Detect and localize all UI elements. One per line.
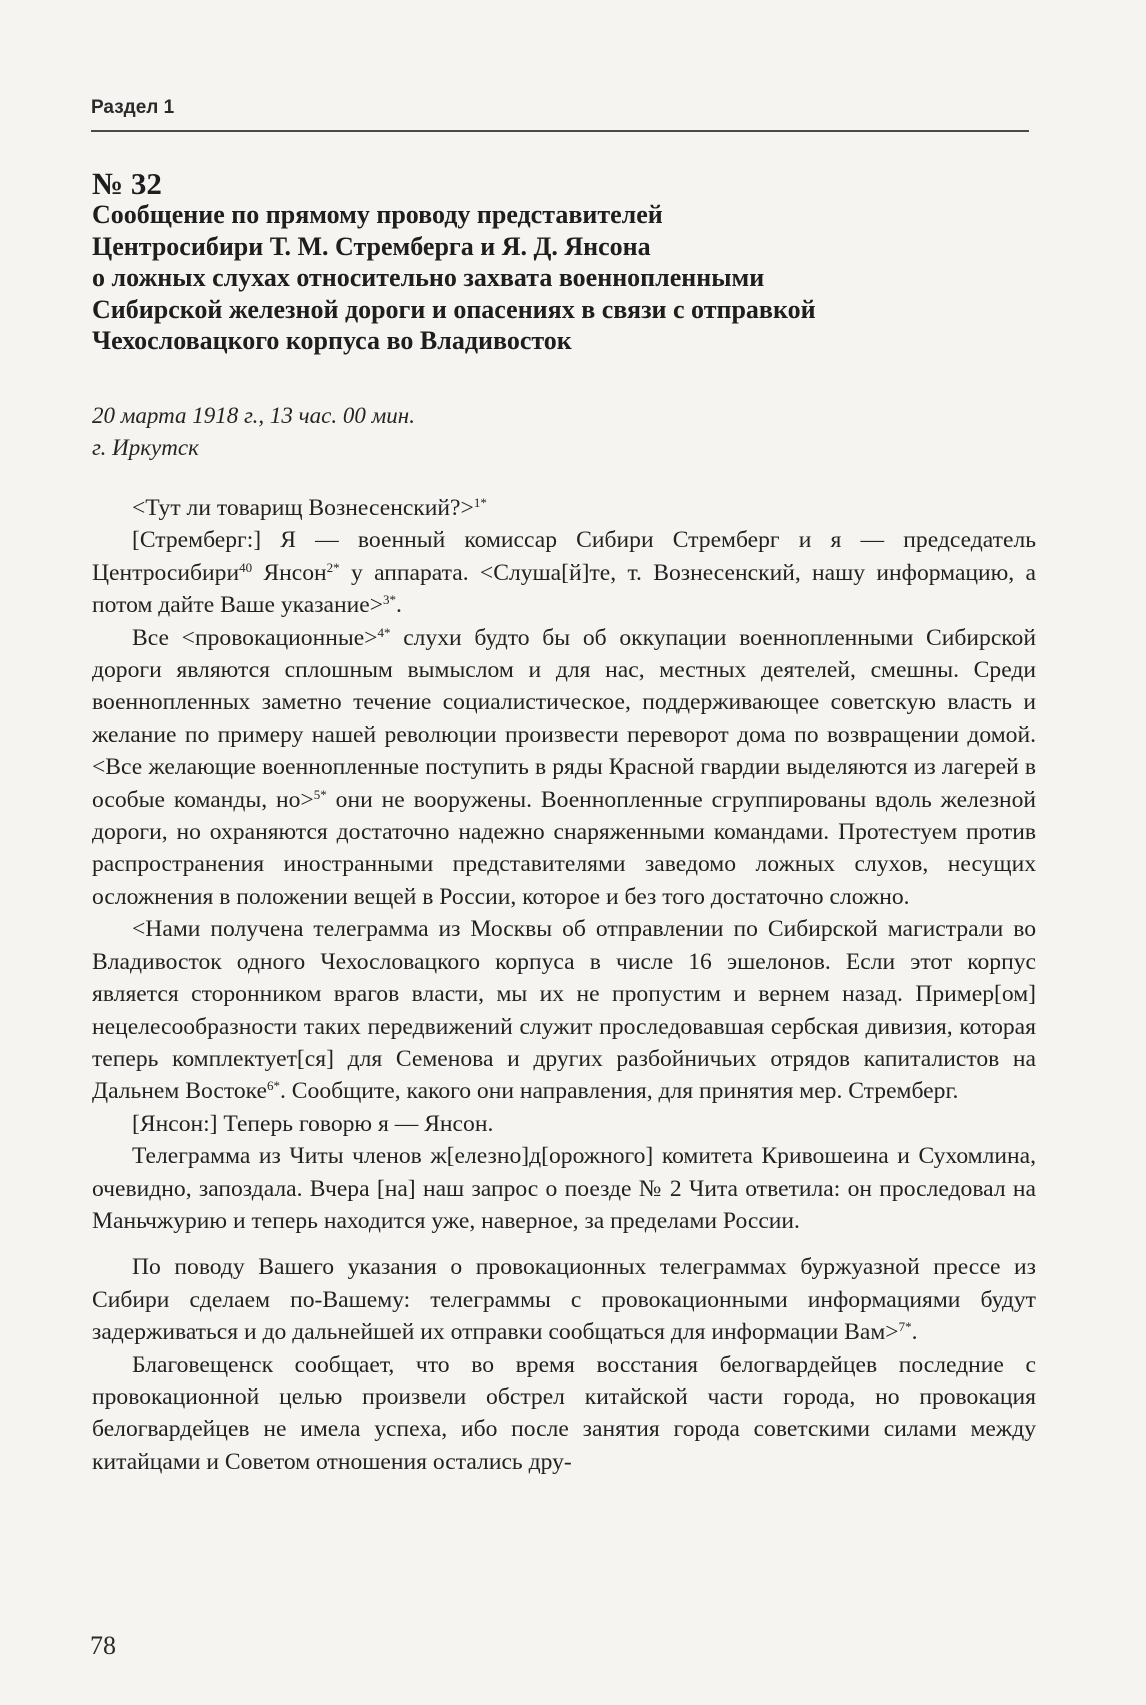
document-place: г. Иркутск bbox=[92, 435, 199, 460]
footnote-ref: 6* bbox=[266, 1078, 280, 1094]
title-line: Чехословацкого корпуса во Владивосток bbox=[92, 326, 572, 355]
document-number: № 32 bbox=[92, 166, 162, 201]
paragraph: Благовещенск сообщает, что во время восстания белогвардейцев последние с провокационной целью произвели обстрел китайской части города, но провокация белогвардейцев не имела успеха, ибо после занятия города советскими силами между китайцами и Советом отношения остались дру- bbox=[92, 1351, 1036, 1475]
footnote-ref: 1* bbox=[473, 495, 487, 510]
header-rule bbox=[91, 130, 1029, 132]
paragraph: [Стремберг:] Я — военный комиссар Сибири Стремберг и я — председатель Центросибири$^{40}$ Янсон$^{2*}$ у аппарата. <Слуша[й]те, т. Вознесенский, нашу информацию, а потом дайте Ваше указание>$^{3*}$. bbox=[92, 527, 1036, 619]
paragraph: Все <провокационные>$^{4*}$ слухи будто бы об оккупации военнопленными Сибирской дороги являются сплошным вымыслом и для нас, местных деятелей, смешны. Среди военнопленных заметно течение социалистическое, поддерживающее советскую власть и желание по примеру нашей революции произвести переворот дома по возвращении домой. <Все желающие военнопленные поступить в ряды Красной гвардии выделяются из лагерей в особые команды, но>$^{5*}$ они не вооружены. Военнопленные сгруппированы вдоль железной дороги, но охраняются достаточно надежно снаряженными командами. Протестуем против распространения иностранными представителями заведомо ложных слухов, несущих осложнения в положении вещей в России, которое и без того достаточно сложно. bbox=[92, 624, 1036, 910]
footnote-ref: 4* bbox=[377, 624, 391, 640]
footnote-ref: 5* bbox=[313, 786, 327, 802]
title-line: Центросибири Т. М. Стремберга и Я. Д. Янсона bbox=[92, 231, 651, 261]
body-text bbox=[92, 492, 1036, 1478]
footnote-ref: 7* bbox=[898, 1319, 912, 1335]
document-title bbox=[92, 199, 1032, 357]
paragraph: Телеграмма из Читы членов ж[елезно]д[орожного] комитета Кривошеина и Сухомлина, очевидно, запоздала. Вчера [на] наш запрос о поезде № 2 Чита ответила: он проследовал на Маньчжурию и теперь находится уже, наверное, за пределами России. bbox=[92, 1143, 1036, 1234]
title-line: Сообщение по прямому проводу представителей bbox=[92, 200, 663, 229]
paragraph: [Янсон:] Теперь говорю я — Янсон. bbox=[132, 1110, 494, 1137]
title-line: о ложных слухах относительно захвата военнопленными bbox=[92, 263, 765, 292]
page-number: 78 bbox=[90, 1631, 116, 1660]
document-meta bbox=[92, 400, 415, 464]
running-head: Раздел 1 bbox=[91, 97, 175, 118]
paragraph: <Нами получена телеграмма из Москвы об отправлении по Сибирской магистрали во Владивосток одного Чехословацкого корпуса в числе 16 эшелонов. Если этот корпус является сторонником врагов власти, мы их не пропустим и вернем назад. Пример[ом] нецелесообразности таких передвижений служит проследовавшая сербская дивизия, которая теперь комплектует[ся] для Семенова и других разбойничьих отрядов капиталистов на Дальнем Востоке$^{6*}$. Сообщите, какого они направления, для принятия мер. Стремберг. bbox=[92, 916, 1036, 1105]
paragraph: <Тут ли товарищ Вознесенский?>$^{1*}$ bbox=[132, 495, 487, 521]
title-line: Сибирской железной дороги и опасениях в связи с отправкой bbox=[92, 294, 816, 324]
footnote-ref: 2* bbox=[326, 559, 340, 575]
document-date: 20 марта 1918 г., 13 час. 00 мин. bbox=[92, 403, 415, 428]
footnote-ref: 40 bbox=[239, 559, 253, 575]
footnote-ref: 3* bbox=[383, 592, 397, 608]
paragraph: По поводу Вашего указания о провокационных телеграммах буржуазной прессе из Сибири сделаем по-Вашему: телеграммы с провокационными информациями будут задерживаться и до дальнейшей их отправки сообщаться для информации Вам>$^{7*}$. bbox=[92, 1254, 1036, 1346]
